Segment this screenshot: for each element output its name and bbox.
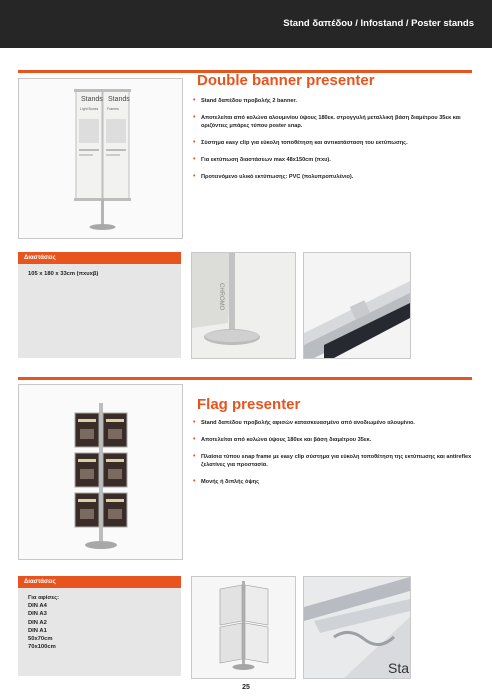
double-banner-photo [18,78,183,239]
flag-stand-photo [191,576,296,679]
dimensions-line: DIN A1 [28,627,47,634]
dimensions-line: 70x100cm [28,644,56,651]
dimensions-label: Διαστάσεις [18,252,181,264]
section-divider [18,377,472,380]
section-title: Flag presenter [197,396,301,413]
dimensions-line: 105 x 180 x 33cm (πxυxβ) [28,271,99,277]
clip-detail-photo [303,252,411,359]
dimensions-box [18,252,181,358]
page-number: 25 [242,684,250,691]
banner-left-title: Stands [81,96,103,103]
feature-item: • Αποτελείται από κολώνα αλουμινίου ύψους 180εκ. στρογγυλή μεταλλική βάση διαμέτρου 35εκ και οριζόντιες μπάρες τύπου poster snap. [193,114,483,130]
feature-item: • Πλαίσια τύπου snap frame με easy clip σύστημα για εύκολη τοποθέτηση της εκτύπωσης και antireflex ζελατίνες για προστασία. [193,453,483,469]
dimensions-value [18,588,181,651]
detail-sign-text: Sta [388,660,410,676]
dimensions-label: Διαστάσεις [18,576,181,588]
feature-list [193,97,483,190]
feature-item: • Για εκτύπωση διαστάσεων max 48x150cm (πxυ). [193,156,483,164]
dimensions-line: 50x70cm [28,636,53,643]
feature-item: • Stand δαπέδου προβολής 2 banner. [193,97,483,105]
dimensions-line: DIN A3 [28,611,47,618]
dimensions-line: DIN A4 [28,603,47,610]
dimensions-line: Για αφίσες: [28,595,60,601]
banner-right-line: Frames [107,107,119,111]
flag-presenter-photo [18,384,183,560]
banner-brand-text: CHROMO [218,283,224,311]
dimensions-value [18,264,181,278]
feature-item: • Αποτελείται από κολώνα ύψους 180εκ και βάση διαμέτρου 35εκ. [193,436,483,444]
page-header [0,0,492,48]
dimensions-box [18,576,181,676]
banner-base-photo [191,252,296,359]
section-title: Double banner presenter [197,72,375,89]
frame-detail-photo [303,576,411,679]
feature-item: • Stand δαπέδου προβολής αφισών κατασκευασμένο από ανοδιωμένο αλουμίνιο. [193,419,483,427]
feature-item: • Προτεινόμενο υλικό εκτύπωσης: PVC (πολυπροπυλένιο). [193,173,483,181]
dimensions-line: DIN A2 [28,619,47,626]
header-title: Stand δαπέδου / Infostand / Poster stands [283,18,474,29]
feature-item: • Σύστημα easy clip για εύκολη τοποθέτηση και αντικατάσταση του εκτύπωσης. [193,139,483,147]
feature-list [193,419,483,495]
banner-right-title: Stands [108,96,130,103]
banner-left-line: Light Boxes [80,107,99,111]
feature-item: • Μονής ή διπλής όψης [193,478,483,486]
